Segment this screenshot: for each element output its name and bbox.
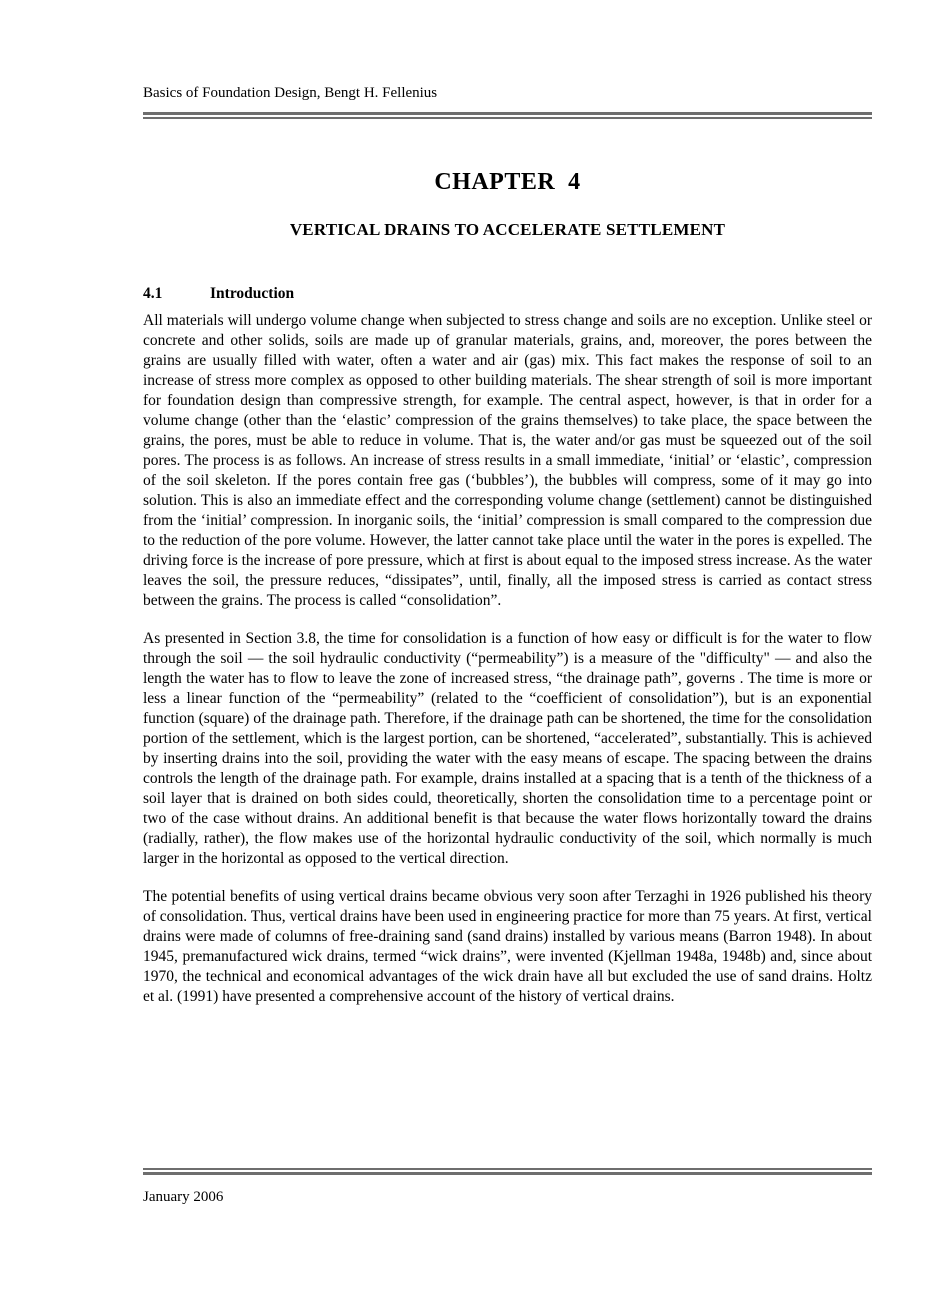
paragraph-introduction-3: The potential benefits of using vertical drains became obvious very soon after Terzaghi in 1926 published his theory of consolidation. Thus, vertical drains have been used in engineering practice for more than 75 years. At first, vertical drains were made of columns of free-draining sand (sand drains) installed by various means (Barron 1948). In about 1945, premanufactured wick drains, termed “wick drains”, were invented (Kjellman 1948a, 1948b) and, since about 1970, the technical and economical advantages of the wick drain have all but excluded the use of sand drains. Holtz et al. (1991) have presented a comprehensive account of the history of vertical drains. (143, 888, 872, 1005)
footer-rule (143, 1168, 872, 1175)
running-header (143, 84, 872, 119)
paragraph-introduction-1: All materials will undergo volume change when subjected to stress change and soils are no exception. Unlike steel or concrete and other solids, soils are made up of granular materials, grains, and, moreover, the pores between the grains are usually filled with water, often a water and air (gas) mix. This fact makes the response of soil to an increase of stress more complex as opposed to other building materials. The shear strength of soil is more important for foundation design than compressive strength, for example. The central aspect, however, is that in order for a volume change (other than the ‘elastic’ compression of the grains themselves) to take place, the space between the grains, the pores, must be able to reduce in volume. That is, the water and/or gas must be squeezed out of the soil pores. The process is as follows. An increase of stress results in a small immediate, ‘initial’ or ‘elastic’, compression of the soil skeleton. If the pores contain free gas (‘bubbles’), the bubbles will compress, some of it may go into solution. This is also an immediate effect and the corresponding volume change (settlement) cannot be distinguished from the ‘initial’ compression. In inorganic soils, the ‘initial’ compression is small compared to the compression due to the reduction of the pore volume. However, the latter cannot take place until the water in the pores is expelled. The driving force is the increase of pore pressure, which at first is about equal to the imposed stress increase. As the water leaves the soil, the pressure reduces, “dissipates”, until, finally, all the imposed stress is carried as contact stress between the grains. The process is called “consolidation”. (143, 312, 872, 609)
section-heading (143, 284, 872, 304)
footer-date: January 2006 (143, 1189, 224, 1205)
chapter-subtitle: VERTICAL DRAINS TO ACCELERATE SETTLEMENT (289, 220, 726, 239)
chapter-title: CHAPTER 4 (434, 169, 581, 195)
page-footer (143, 1168, 872, 1206)
section-title: Introduction (210, 285, 295, 302)
page-content (143, 168, 872, 1007)
running-header-title: Basics of Foundation Design, Bengt H. Fellenius (143, 85, 438, 101)
section-number: 4.1 (143, 285, 163, 302)
paragraph-introduction-2: As presented in Section 3.8, the time for consolidation is a function of how easy or difficult is for the water to flow through the soil — the soil hydraulic conductivity (“permeability”) is a measure of the "difficulty" — and also the length the water has to flow to leave the zone of increased stress, “the drainage path”, governs . The time is more or less a linear function of the “permeability” (related to the “coefficient of consolidation”), but is an exponential function (square) of the drainage path. Therefore, if the drainage path can be shortened, the time for the consolidation portion of the settlement, which is the largest portion, can be shortened, “accelerated”, substantially. This is achieved by inserting drains into the soil, providing the water with the easy means of escape. The spacing between the drains controls the length of the drainage path. For example, drains installed at a spacing that is a tenth of the thickness of a soil layer that is drained on both sides could, theoretically, shorten the consolidation time to a percentage point or two of the case without drains. An additional benefit is that because the water flows horizontally toward the drains (radially, rather), the flow makes use of the horizontal hydraulic conductivity of the soil, which normally is much larger in the horizontal as opposed to the vertical direction. (143, 630, 872, 867)
header-rule (143, 112, 872, 119)
